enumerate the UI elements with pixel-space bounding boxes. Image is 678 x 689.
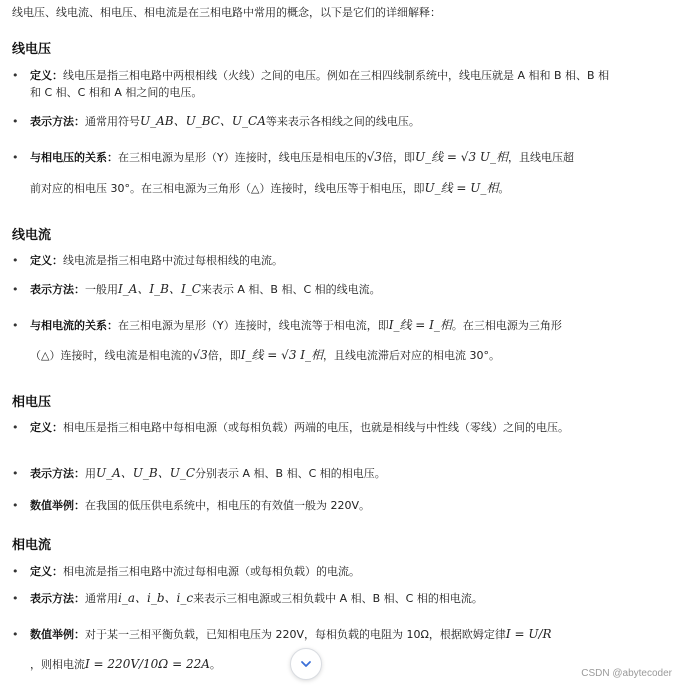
item-text: 相电流是指三相电路中流过每相电源（或每相负载）的电流。 <box>63 565 360 578</box>
item-text: 倍，即 <box>207 349 241 362</box>
math-sqrt: √3 <box>366 150 382 164</box>
bullet-dot: • <box>12 565 19 578</box>
item-text: 。在三相电源为三角形 <box>451 319 562 332</box>
item-text: ，且线电流滞后对应的相电流 30°。 <box>323 349 501 362</box>
item-label: 表示方法： <box>30 283 85 296</box>
bullet-dot: • <box>12 283 19 296</box>
bullet-dot: • <box>12 421 19 434</box>
item-text: ，且线电压超 <box>508 151 575 164</box>
bullet-dot: • <box>12 592 19 605</box>
item-text: 一般用 <box>85 283 118 296</box>
item-text: 。 <box>209 658 221 671</box>
item-text: 倍，即 <box>382 151 415 164</box>
bullet-dot: • <box>12 628 19 641</box>
intro-text: 线电压、线电流、相电压、相电流是在三相电路中常用的概念，以下是它们的详细解释： <box>12 6 441 19</box>
section-title: 线电压 <box>12 42 52 57</box>
math-equation: U_线 = U_相 <box>424 181 499 195</box>
bullet-dot: • <box>12 319 19 332</box>
watermark: CSDN @abytecoder <box>581 668 672 679</box>
bullet-dot: • <box>12 499 19 512</box>
item-label: 表示方法： <box>30 592 85 605</box>
item-text: 用 <box>85 467 96 480</box>
item-text: 相电压是指三相电路中每相电源（或每相负载）两端的电压，也就是相线与中性线（零线）之间的电压。 <box>63 421 569 434</box>
item-text: 等来表示各相线之间的线电压。 <box>265 115 420 128</box>
item-text: 线电压是指三相电路中两根相线（火线）之间的电压。例如在三相四线制系统中，线电压就是 A 相和 B 相、B 相和 C 相、C 相和 A 相之间的电压。 <box>30 69 610 99</box>
math-equation: U_线 = √3 U_相 <box>415 150 509 164</box>
bullet-dot: • <box>12 151 19 164</box>
section-phase-current <box>12 538 612 554</box>
item-label: 定义： <box>30 254 63 267</box>
item-label: 数值举例： <box>30 628 85 641</box>
scroll-down-button[interactable] <box>290 648 322 680</box>
section-line-current <box>12 228 612 244</box>
item-label: 定义： <box>30 421 63 434</box>
item-text: 。 <box>498 182 510 195</box>
item-text: 来表示 A 相、B 相、C 相的线电流。 <box>200 283 381 296</box>
section-title: 相电压 <box>12 395 52 410</box>
item-text: 通常用符号 <box>85 115 140 128</box>
item-text: 对于某一三相平衡负载，已知相电压为 220V，每相负载的电阻为 10Ω，根据欧姆定律 <box>85 628 506 641</box>
item-text: ，则相电流 <box>30 658 85 671</box>
item-label: 表示方法： <box>30 115 85 128</box>
math-equation: I = U/R <box>505 627 552 641</box>
list-item-continuation <box>30 656 630 673</box>
section-title: 相电流 <box>12 538 52 553</box>
section-title: 线电流 <box>12 228 52 243</box>
item-text: 通常用 <box>85 592 118 605</box>
item-text: 线电流是指三相电路中流过每根相线的电流。 <box>63 254 283 267</box>
item-text: （△）连接时，线电流是相电流的 <box>30 349 193 362</box>
section-phase-voltage <box>12 395 612 411</box>
item-text: 在三相电源为星形（Y）连接时，线电流等于相电流，即 <box>118 319 389 332</box>
math-symbols: I_A、I_B、I_C <box>118 282 201 296</box>
item-label: 表示方法： <box>30 467 85 480</box>
chevron-down-icon <box>299 657 313 671</box>
bullet-dot: • <box>12 69 19 82</box>
math-sqrt: √3 <box>192 348 208 362</box>
section-line-voltage <box>12 42 612 58</box>
math-symbols: U_AB、U_BC、U_CA <box>140 114 266 128</box>
item-text: 前对应的相电压 30°。在三相电源为三角形（△）连接时，线电压等于相电压，即 <box>30 182 425 195</box>
bullet-dot: • <box>12 254 19 267</box>
math-equation: I_线 = I_相 <box>388 318 452 332</box>
item-text: 在三相电源为星形（Y）连接时，线电压是相电压的 <box>118 151 367 164</box>
item-label: 定义： <box>30 69 63 82</box>
math-equation: I_线 = √3 I_相 <box>240 348 324 362</box>
item-label: 数值举例： <box>30 499 85 512</box>
bullet-dot: • <box>12 467 19 480</box>
list-item-continuation <box>30 347 630 364</box>
item-label: 定义： <box>30 565 63 578</box>
item-label: 与相电流的关系： <box>30 319 118 332</box>
math-equation: I = 220V/10Ω = 22A <box>85 657 210 671</box>
math-symbols: i_a、i_b、i_c <box>118 591 194 605</box>
item-text: 在我国的低压供电系统中，相电压的有效值一般为 220V。 <box>85 499 371 512</box>
list-item-continuation <box>30 180 630 197</box>
item-label: 与相电压的关系： <box>30 151 118 164</box>
bullet-dot: • <box>12 115 19 128</box>
item-text: 来表示三相电源或三相负载中 A 相、B 相、C 相的相电流。 <box>193 592 483 605</box>
math-symbols: U_A、U_B、U_C <box>96 466 196 480</box>
item-text: 分别表示 A 相、B 相、C 相的相电压。 <box>195 467 386 480</box>
